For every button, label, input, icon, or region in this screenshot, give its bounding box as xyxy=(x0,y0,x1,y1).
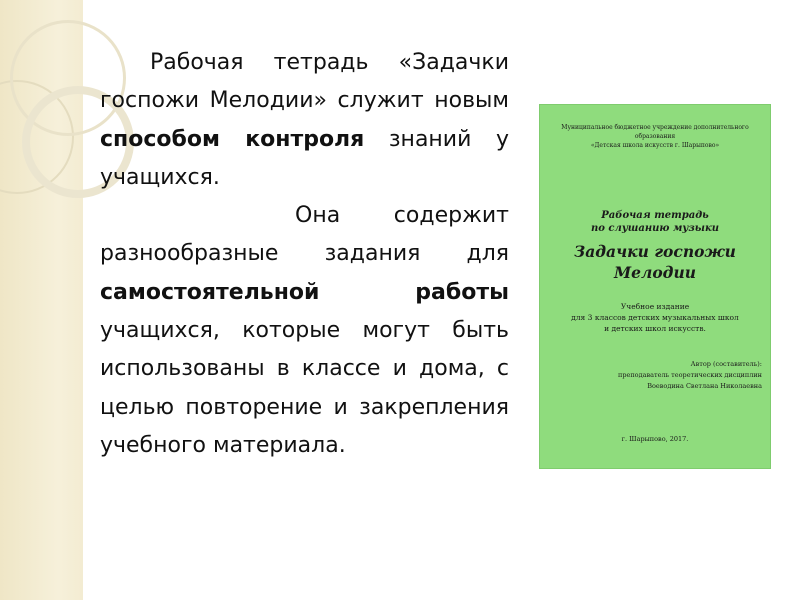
cover-desc-line: Учебное издание xyxy=(620,302,690,311)
cover-author-role: преподаватель теоретических дисциплин xyxy=(618,371,762,379)
book-cover-image xyxy=(540,105,770,468)
cover-description xyxy=(548,301,762,334)
paragraph-1 xyxy=(100,44,509,197)
cover-author xyxy=(570,359,762,392)
paragraph-2-text-end: учащихся, которые могут быть использованы в классе и дома, с целью повторение и закрепления учебного материала. xyxy=(100,318,509,458)
paragraph-2-text: Она содержит разнообразные задания для xyxy=(100,203,509,267)
cover-desc-line: и детских школ искусств. xyxy=(604,324,706,333)
cover-author-name: Воеводина Светлана Николаевна xyxy=(647,382,762,390)
cover-desc-line: для 3 классов детских музыкальных школ xyxy=(571,313,739,322)
cover-header-line: «Детская школа искусств г. Шарыпово» xyxy=(590,142,720,149)
paragraph-1-bold: способом контроля xyxy=(100,126,365,152)
cover-author-label: Автор (составитель): xyxy=(690,360,762,368)
cover-footer: г. Шарыпово, 2017. xyxy=(621,435,689,443)
main-text-block xyxy=(100,44,509,465)
paragraph-2-bold: самостоятельной работы xyxy=(100,279,509,305)
cover-title xyxy=(550,241,760,283)
cover-header xyxy=(550,123,760,150)
cover-subtitle-line: Рабочая тетрадь xyxy=(601,210,709,221)
paragraph-2 xyxy=(100,197,509,465)
paragraph-1-text-end: знаний у учащихся. xyxy=(100,126,509,190)
cover-title-line: Мелодии xyxy=(613,263,697,282)
cover-header-line: Муниципальное бюджетное учреждение дополнительного образования xyxy=(561,124,749,140)
cover-title-line: Задачки госпожи xyxy=(574,242,736,261)
cover-subtitle-line: по слушанию музыки xyxy=(590,223,719,234)
paragraph-1-text: Рабочая тетрадь «Задачки госпожи Мелодии» служит новым xyxy=(100,50,509,114)
cover-subtitle xyxy=(550,209,760,235)
